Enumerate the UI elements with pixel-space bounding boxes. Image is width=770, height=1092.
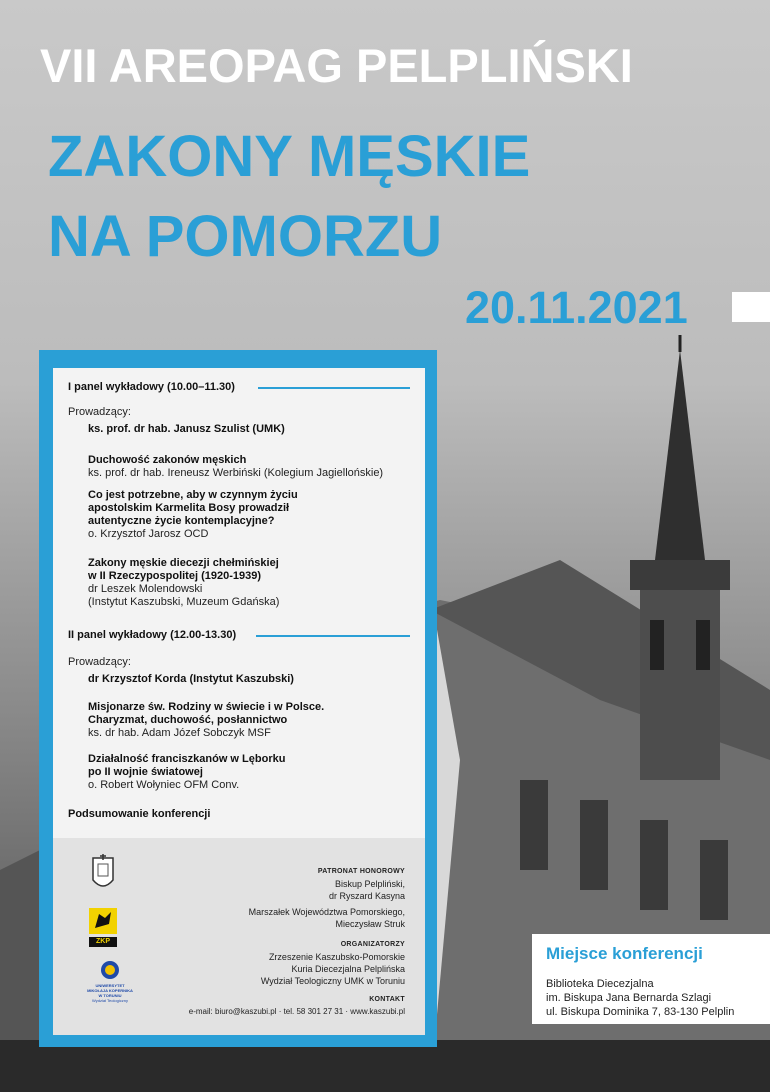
venue-address: Biblioteka Diecezjalna im. Biskupa Jana Bernarda Szlagi ul. Biskupa Dominika 7, 83-130 Pelplin: [546, 978, 735, 1018]
panel1-moderator-label: Prowadzący:: [68, 406, 131, 418]
panel2-talk-1: Misjonarze św. Rodziny w świecie i w Polsce. Charyzmat, duchowość, posłannictwo ks. dr hab. Adam Józef Sobczyk MSF: [88, 701, 325, 739]
summary: Podsumowanie konferencji: [68, 808, 211, 820]
umk-sun-icon: [100, 960, 120, 980]
panel2-talk-2: Działalność franciszkanów w Lęborku po II wojnie światowej o. Robert Wołyniec OFM Conv.: [88, 753, 286, 791]
zkp-logo: [89, 908, 117, 944]
event-title: VII AREOPAG PELPLIŃSKI: [40, 39, 633, 92]
panel2-moderator: dr Krzysztof Korda (Instytut Kaszubski): [88, 673, 294, 685]
panel2-rule: [256, 635, 410, 637]
panel2-moderator-label: Prowadzący:: [68, 656, 131, 668]
panel1-heading: I panel wykładowy (10.00–11.30): [68, 381, 235, 393]
griffin-icon: [89, 908, 117, 934]
panel1-talk-2: Co jest potrzebne, aby w czynnym życiu apostolskim Karmelita Bosy prowadził autentyczne życie kontemplacyjne? o. Krzysztof Jarosz OCD: [88, 489, 298, 540]
panel1-rule: [258, 387, 410, 389]
panel1-moderator: ks. prof. dr hab. Janusz Szulist (UMK): [88, 423, 285, 435]
umk-name: UNIWERSYTET MIKOŁAJA KOPERNIKA W TORUNIU: [87, 983, 133, 998]
umk-logo: [83, 960, 137, 1003]
panel1-talk-1: Duchowość zakonów męskich ks. prof. dr hab. Ireneusz Werbiński (Kolegium Jagiellońskie): [88, 454, 384, 479]
venue-title: Miejsce konferencji: [546, 944, 703, 963]
conference-topic: [48, 117, 530, 277]
contact: KONTAKT e-mail: biuro@kaszubi.pl · tel. 58 301 27 31 · www.kaszubi.pl: [188, 996, 405, 1016]
panel2-heading: II panel wykładowy (12.00-13.30): [68, 629, 237, 641]
venue-box: [532, 934, 770, 1024]
decorative-tab: [732, 292, 770, 322]
organizers: ORGANIZATORZY Zrzeszenie Kaszubsko-Pomorskie Kuria Diecezjalna Pelplińska Wydział Teologiczny UMK w Toruniu: [260, 941, 405, 986]
topic-line-1: ZAKONY MĘSKIE: [48, 124, 531, 189]
topic-line-2: NA POMORZU: [48, 204, 443, 270]
program-content: [53, 368, 425, 1035]
honorary-patronage: PATRONAT HONOROWY Biskup Pelpliński, dr Ryszard Kasyna Marszałek Województwa Pomorskiego, Mieczysław Struk: [248, 868, 405, 929]
umk-faculty: Wydział Teologiczny: [92, 998, 128, 1003]
program-panel: [39, 350, 437, 1047]
panel1-talk-3: Zakony męskie diecezji chełmińskiej w II Rzeczypospolitej (1920-1939) dr Leszek Molendowski (Instytut Kaszubski, Muzeum Gdańska): [88, 557, 280, 608]
diocese-crest-icon: [89, 852, 117, 896]
zkp-logo-text: ZKP: [89, 937, 117, 947]
event-date: 20.11.2021: [465, 282, 688, 333]
